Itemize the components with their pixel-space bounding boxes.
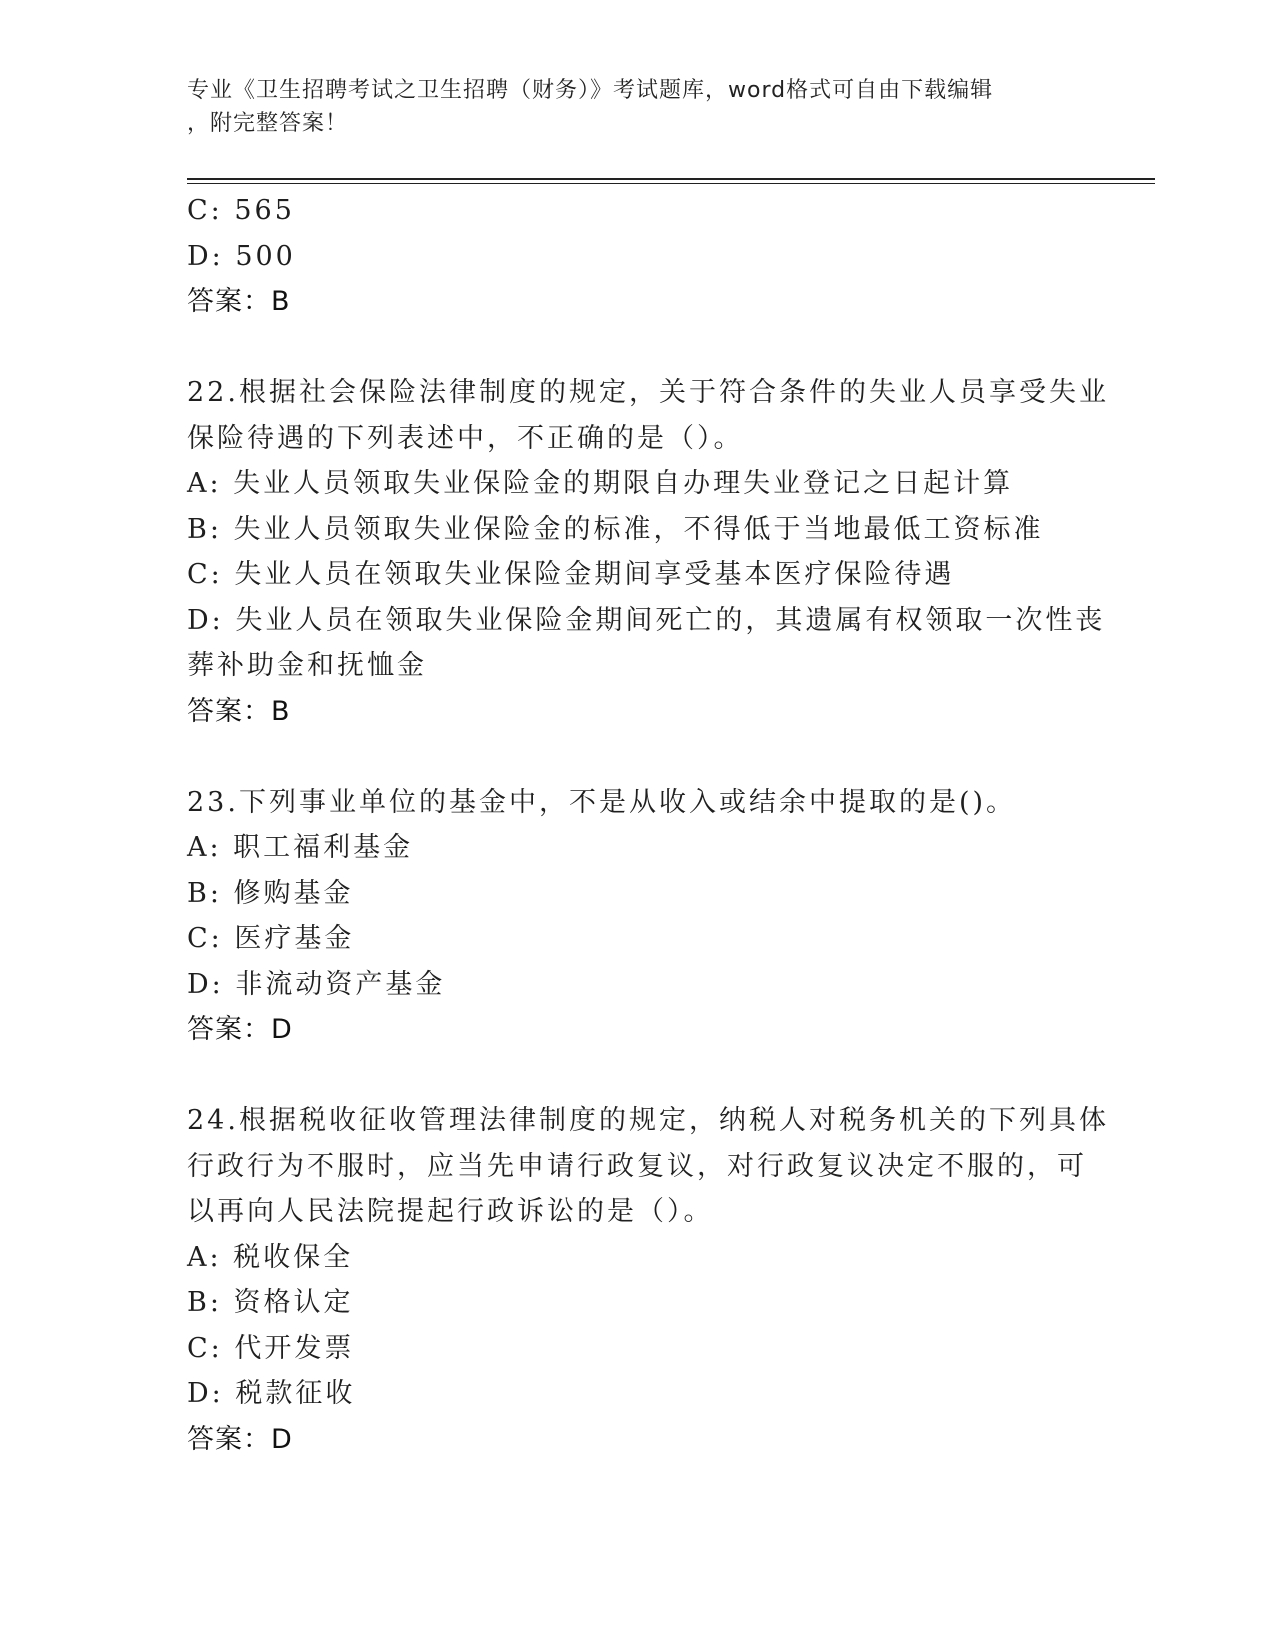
option-a: A: 职工福利基金 [187,832,414,863]
option-a: A: 税收保全 [187,1241,354,1273]
header-divider-thin [187,183,1155,184]
option-d-continued: 葬补助金和抚恤金 [187,650,427,681]
option-c: C: 医疗基金 [187,923,355,954]
spacer [187,1053,1087,1099]
option-d: D: 500 [187,240,296,272]
question-stem: 行政行为不服时，应当先申请行政复议，对行政复议决定不服的，可 [187,1150,1087,1182]
spacer [187,734,1087,780]
question-22 [187,370,1109,734]
question-stem: 22.根据社会保险法律制度的规定，关于符合条件的失业人员享受失业 [187,377,1109,408]
option-b: B: 资格认定 [187,1287,354,1318]
spacer [187,325,1087,371]
answer: 答案：D [187,1423,293,1455]
option-c: C: 代开发票 [187,1332,355,1364]
answer: 答案：B [187,286,291,317]
header-line-2: ，附完整答案！ [187,111,349,136]
question-stem: 23.下列事业单位的基金中，不是从收入或结余中提取的是()。 [187,786,1017,818]
option-d: D: 非流动资产基金 [187,968,446,1000]
option-d: D: 失业人员在领取失业保险金期间死亡的，其遗属有权领取一次性丧 [187,604,1106,636]
answer: 答案：D [187,1014,293,1045]
question-stem: 24.根据税收征收管理法律制度的规定，纳税人对税务机关的下列具体 [187,1105,1109,1136]
question-23 [187,780,1087,1053]
option-b: B: 修购基金 [187,877,354,909]
question-stem: 保险待遇的下列表述中，不正确的是（）。 [187,422,744,454]
question-list [187,188,1109,1462]
question-stem: 以再向人民法院提起行政诉讼的是（）。 [187,1196,714,1227]
previous-question [187,188,1087,325]
answer: 答案：B [187,695,291,727]
option-b: B: 失业人员领取失业保险金的标准，不得低于当地最低工资标准 [187,513,1044,545]
document-header [187,74,1067,140]
option-d: D: 税款征收 [187,1378,356,1409]
option-c: C: 565 [187,195,295,226]
question-24 [187,1098,1109,1462]
header-line-1: 专业《卫生招聘考试之卫生招聘（财务）》考试题库，word格式可自由下载编辑 [187,78,994,103]
header-divider-thick [187,178,1155,180]
option-a: A: 失业人员领取失业保险金的期限自办理失业登记之日起计算 [187,468,1014,499]
option-c: C: 失业人员在领取失业保险金期间享受基本医疗保险待遇 [187,559,955,590]
